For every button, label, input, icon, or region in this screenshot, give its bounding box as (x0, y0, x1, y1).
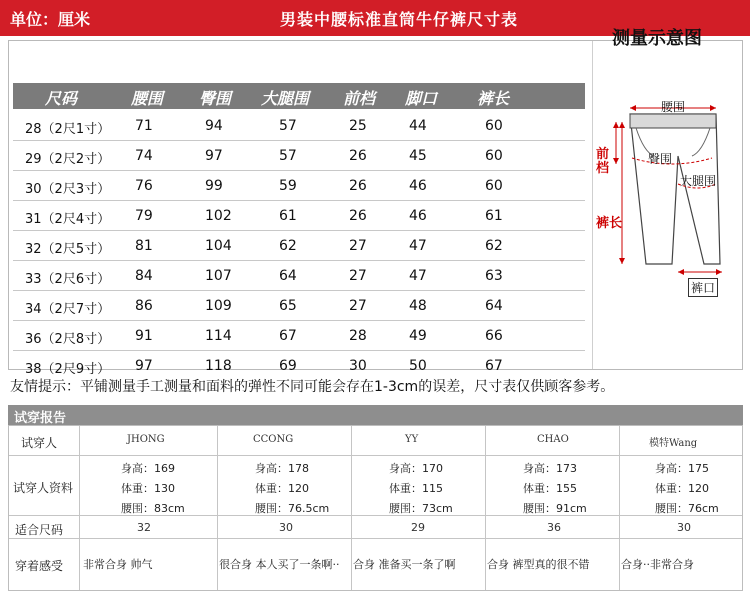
trial-person-name: CCONG (253, 434, 294, 445)
col-front-rise: 前档 (343, 89, 376, 108)
trial-label-person: 试穿人 (21, 436, 58, 450)
diagram-length-label: 裤长 (596, 216, 623, 231)
col-waist: 腰围 (131, 89, 164, 108)
trial-label-size: 适合尺码 (15, 523, 64, 537)
pants-diagram (586, 92, 742, 292)
col-length: 裤长 (477, 89, 510, 108)
table-row: 38（2尺9寸） 97 118 69 30 50 67 (25, 358, 503, 377)
size-table-header (13, 83, 585, 109)
col-size: 尺码 (45, 89, 78, 108)
diagram-thigh-label: 大腿围 (680, 174, 717, 188)
measurement-tip: 友情提示：平铺测量手工测量和面料的弹性不同可能会存在1-3cm的误差，尺寸表仅供顾客参考。 (10, 379, 615, 395)
table-row: 30（2尺3寸） 76 99 59 26 46 60 (13, 171, 585, 201)
page-title: 男装中腰标准直筒牛仔裤尺寸表 (280, 10, 519, 29)
diagram-title: 测量示意图 (612, 28, 702, 49)
trial-person-name: CHAO (537, 434, 569, 445)
table-row: 34（2尺7寸） 86 109 65 27 48 64 (13, 291, 585, 321)
trial-person-name: JHONG (127, 434, 165, 445)
diagram-hip-label: 臀围 (648, 152, 673, 166)
diagram-front-rise-label: 前档 (596, 147, 610, 176)
table-row: 32（2尺5寸） 81 104 62 27 47 62 (13, 231, 585, 261)
table-row: 29（2尺2寸） 74 97 57 26 45 60 (13, 141, 585, 171)
unit-label: 单位：厘米 (10, 10, 91, 29)
table-row: 31（2尺4寸） 79 102 61 26 46 61 (13, 201, 585, 231)
diagram-hem-label: 裤口 (688, 278, 718, 297)
col-hip: 臀围 (199, 89, 232, 108)
trial-person-name: YY (405, 434, 419, 445)
table-row: 36（2尺8寸） 91 114 67 28 49 66 (13, 321, 585, 351)
table-row: 28（2尺1寸） 71 94 57 25 44 60 (13, 111, 585, 141)
table-row: 33（2尺6寸） 84 107 64 27 47 63 (13, 261, 585, 291)
trial-label-info: 试穿人资料 (13, 481, 74, 495)
trial-person-name: 模特Wang (649, 438, 698, 449)
col-thigh: 大腿围 (261, 89, 310, 108)
diagram-waist-label: 腰围 (661, 100, 686, 114)
trial-report-table: 试穿人 试穿人资料 适合尺码 穿着感受 JHONG 身高：169 体重：130 腰围：83cm 32 非常合身 帅气 CCONG 身高：178 体重：120 腰围：76.5cm 30 很合身 本人买了一条啊·· YY 身高：170 体重：115 腰围：73cm 29 合身 准备买一条了啊 CHAO 身高：173 体重：155 腰围：91cm 36 合身 裤型真的很不错 模特Wang 身高：175 体重：120 腰围：76cm 30 合身··非常合身 (8, 425, 743, 591)
trial-report-header (8, 405, 743, 425)
col-hem: 脚口 (405, 89, 438, 108)
trial-report-title: 试穿报告 (14, 411, 67, 426)
trial-label-feel: 穿着感受 (15, 559, 64, 573)
